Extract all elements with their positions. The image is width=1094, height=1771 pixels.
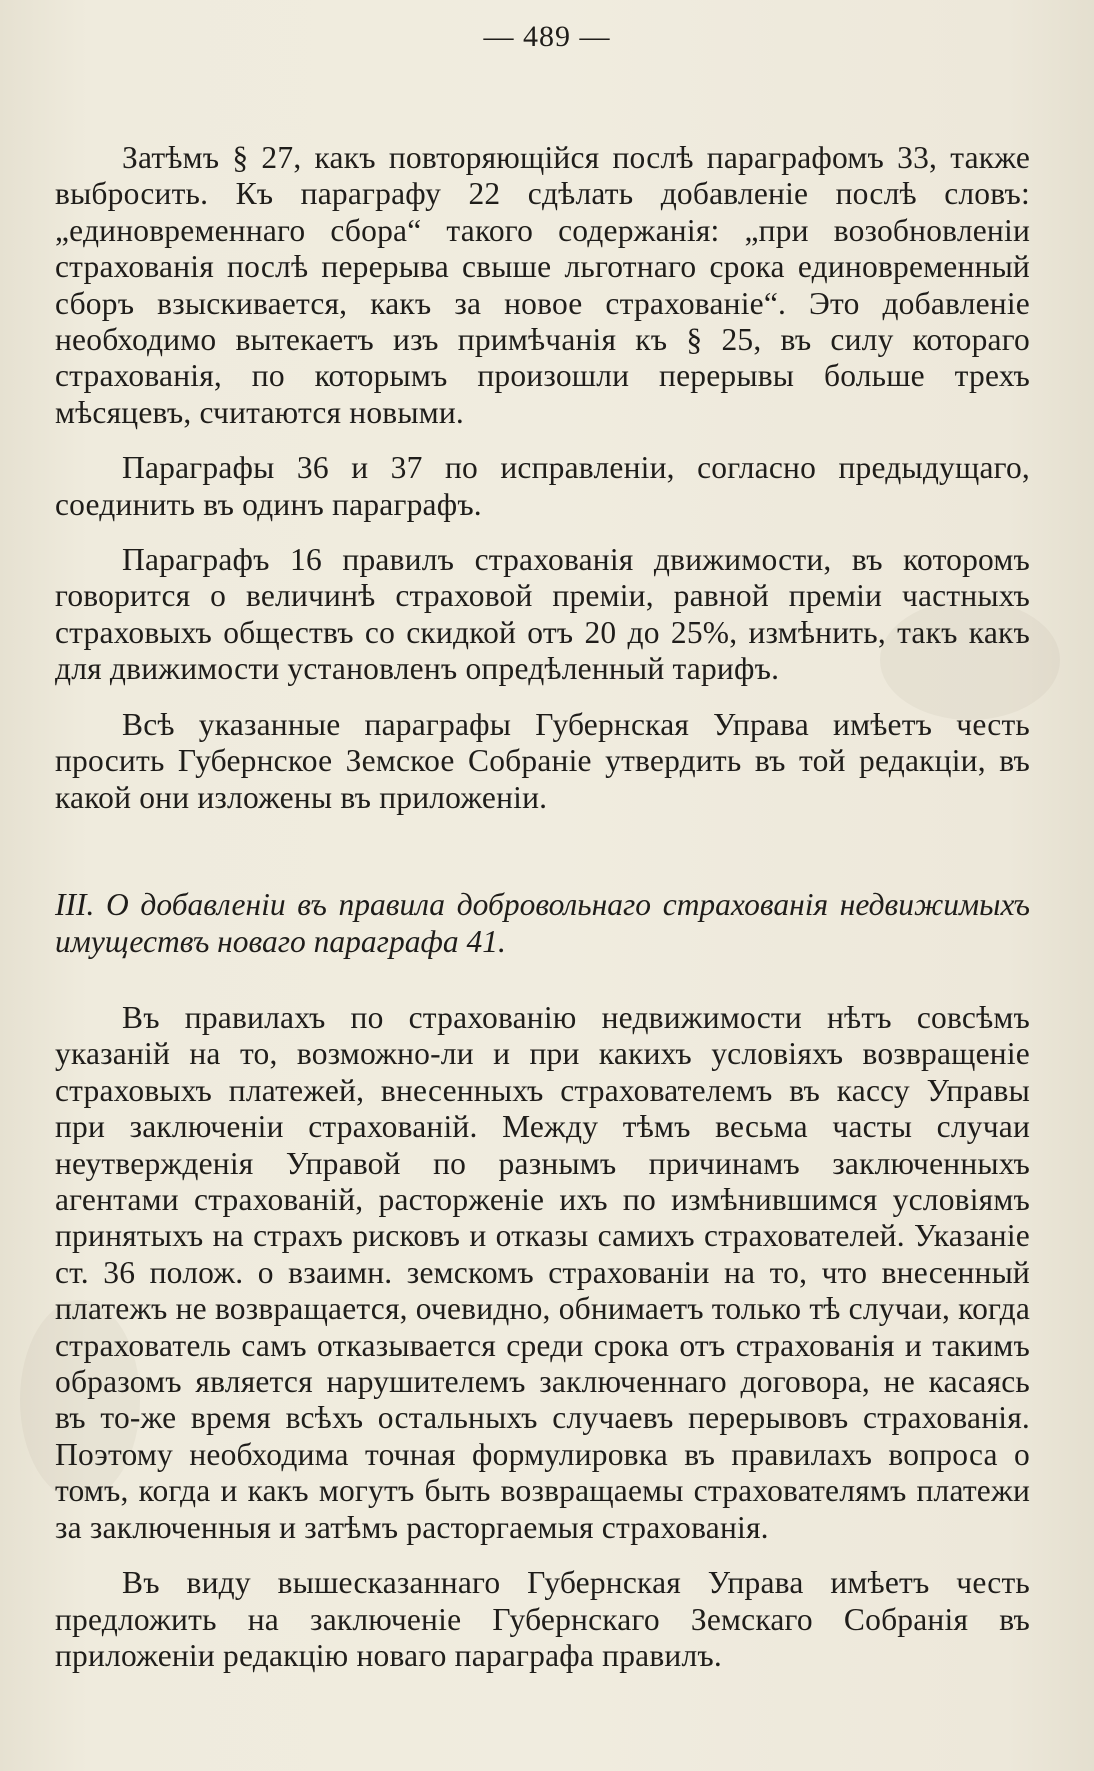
paragraph: Въ правилахъ по страхованію недвижимости нѣтъ совсѣмъ указаній на то, возможно-ли и при какихъ условіяхъ возвращеніе страховыхъ платежей, внесенныхъ страхователемъ въ кассу Управы при заключеніи страхованій. Между тѣмъ весьма часты случаи неутвержденія Управой по разнымъ причинамъ заключенныхъ агентами страхованій, расторженіе ихъ по измѣнившимся условіямъ принятыхъ на страхъ рисковъ и отказы самихъ страхователей. Указаніе ст. 36 полож. о взаимн. земскомъ страхованіи на то, что внесенный платежъ не возвращается, очевидно, обнимаетъ только тѣ случаи, когда страхователь самъ отказывается среди срока отъ страхованія и такимъ образомъ является нарушителемъ заключеннаго договора, не касаясь въ то-же время всѣхъ остальныхъ случаевъ перерывовъ страхованія. Поэтому необходима точная формулировка въ правилахъ вопроса о томъ, когда и какъ могутъ быть возвращаемы страхователямъ платежи за заключенныя и затѣмъ расторгаемыя страхованія. <box>55 1000 1030 1545</box>
page-number: — 489 — <box>483 20 611 53</box>
paragraph: Въ виду вышесказаннаго Губернская Управа имѣетъ честь предложить на заключеніе Губернскаго Земскаго Собранія въ приложеніи редакцію новаго параграфа правилъ. <box>55 1565 1030 1673</box>
paragraph: Параграфы 36 и 37 по исправленіи, согласно предыдущаго, соединить въ одинъ параграфъ. <box>55 450 1030 522</box>
paragraph: Всѣ указанные параграфы Губернская Управа имѣетъ честь просить Губернское Земское Собраніе утвердить въ той редакціи, въ какой они изложены въ приложеніи. <box>55 706 1030 815</box>
paragraph: Параграфъ 16 правилъ страхованія движимости, въ которомъ говорится о величинѣ страховой преміи, равной преміи частныхъ страховыхъ обществъ со скидкой отъ 20 до 25%, измѣнить, такъ какъ для движимости установленъ опредѣленный тарифъ. <box>55 542 1030 687</box>
paragraph: Затѣмъ § 27, какъ повторяющійся послѣ параграфомъ 33, также выбросить. Къ параграфу 22 сдѣлать добавленіе послѣ словъ: „единовременнаго сбора“ такого содержанія: „при возобновленіи страхованія послѣ перерыва свыше льготнаго срока единовременный сборъ взыскивается, какъ за новое страхованіе“. Это добавленіе необходимо вытекаетъ изъ примѣчанія къ § 25, въ силу котораго страхованія, по которымъ произошли перерывы больше трехъ мѣсяцевъ, считаются новыми. <box>55 140 1030 430</box>
text-block-bottom <box>55 1000 1030 1693</box>
section-heading: III. О добавленіи въ правила добровольнаго страхованія недвижимыхъ имуществъ новаго параграфа 41. <box>55 887 1030 959</box>
text-block-top <box>55 140 1030 835</box>
